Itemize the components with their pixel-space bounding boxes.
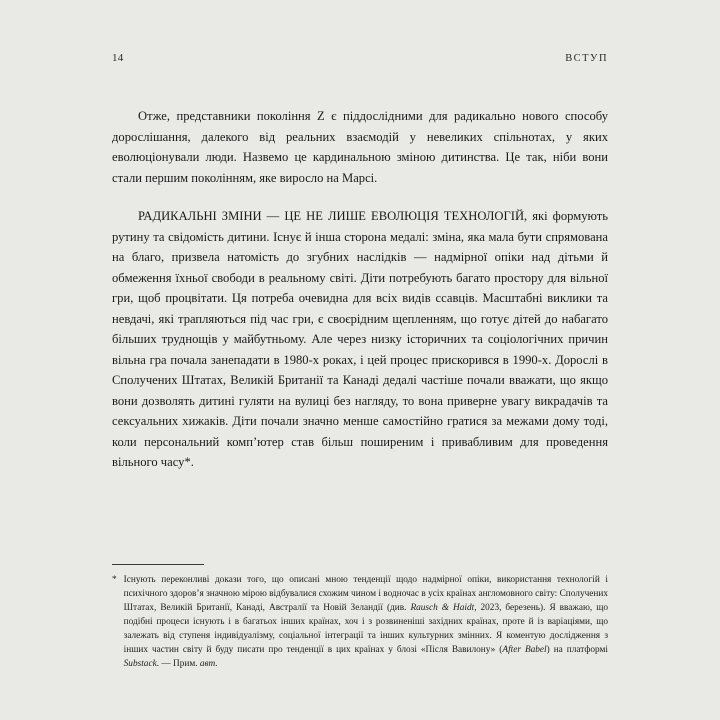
footnote-area xyxy=(112,564,608,672)
paragraph-2: РАДИКАЛЬНІ ЗМІНИ — ЦЕ НЕ ЛИШЕ ЕВОЛЮЦІЯ ТЕХНОЛОГІЙ, які формують рутину та свідомість дитини. Існує й інша сторона медалі: зміна, яка мала бути спрямована на благо, призвела натомість до згубних наслідків — надмірної опіки над дітьми й обмеження їхньої свободи в реальному світі. Діти потребують багато простору для вільної гри, щоб процвітати. Ця потреба очевидна для всіх видів ссавців. Масштабні виклики та невдачі, які трапляються під час гри, є своєрідним щепленням, що готує дітей до набагато більших труднощів у майбутньому. Але через низку історичних та соціологічних причин вільна гра почала занепадати в 1980-х роках, і цей процес прискорився в 1990-х. Дорослі в Сполучених Штатах, Великій Британії та Канаді дедалі частіше почали вважати, що якщо вони дозволять дитині гуляти на вулиці без нагляду, то вона приверне увагу викрадачів та сексуальних хижаків. Діти почали значно менше самостійно гратися за межами дому тоді, коли персональний комп’ютер став більш поширеним і привабливим для проведення вільного часу*. xyxy=(112,209,608,470)
footnote-text-part-2: , 2023, березень). Я вважаю, що подібні процеси існують і в багатьох інших країнах, хоч і з розвиненіші західних країнах, проте й із варіаціями, що залежать від ступеня індивідуалізму, соціальної інтеграції та інших культурних змінних. Я коментую дослідження з інших частин світу й буду писати про тенденції в цих країнах у блозі «Після Вавилону» ( xyxy=(123,603,609,656)
running-head xyxy=(112,52,608,64)
footnote-text-part-1: Існують переконливі докази того, що описані мною тенденції щодо надмірної опіки, використання технологій і психічного здоров’я значною мірою відбувалися схожим чином і водночас в усіх країнах англомовного світу: Сполучених Штатах, Великій Британії, Канаді, Австралії та Новій Зеландії (див. xyxy=(123,575,608,614)
footnote-citation-3: Substack xyxy=(123,659,157,670)
footnote-text xyxy=(124,574,608,672)
footnote-separator xyxy=(112,564,204,565)
footnote-text-part-4: . — Прим. xyxy=(156,659,200,670)
paragraph-1: Отже, представники покоління Z є піддослідними для радикально нового способу дорослішання, далекого від реальних взаємодій у невеликих спільнотах, у яких еволюціонували люди. Назвемо це кардинальною зміною дитинства. Це так, ніби вони стали першим поколінням, яке виросло на Марсі. xyxy=(112,109,608,185)
page-number: 14 xyxy=(112,52,124,64)
footnote-text-part-3: ) на платформі xyxy=(546,645,608,656)
running-head-title: ВСТУП xyxy=(565,53,608,64)
footnote xyxy=(112,574,608,672)
body-text xyxy=(112,106,608,473)
footnote-citation-2: After Babel xyxy=(502,645,547,656)
footnote-citation-1: Rausch & Haidt xyxy=(410,603,475,614)
footnote-marker: * xyxy=(112,575,117,586)
footnote-attribution: авт. xyxy=(199,659,218,670)
